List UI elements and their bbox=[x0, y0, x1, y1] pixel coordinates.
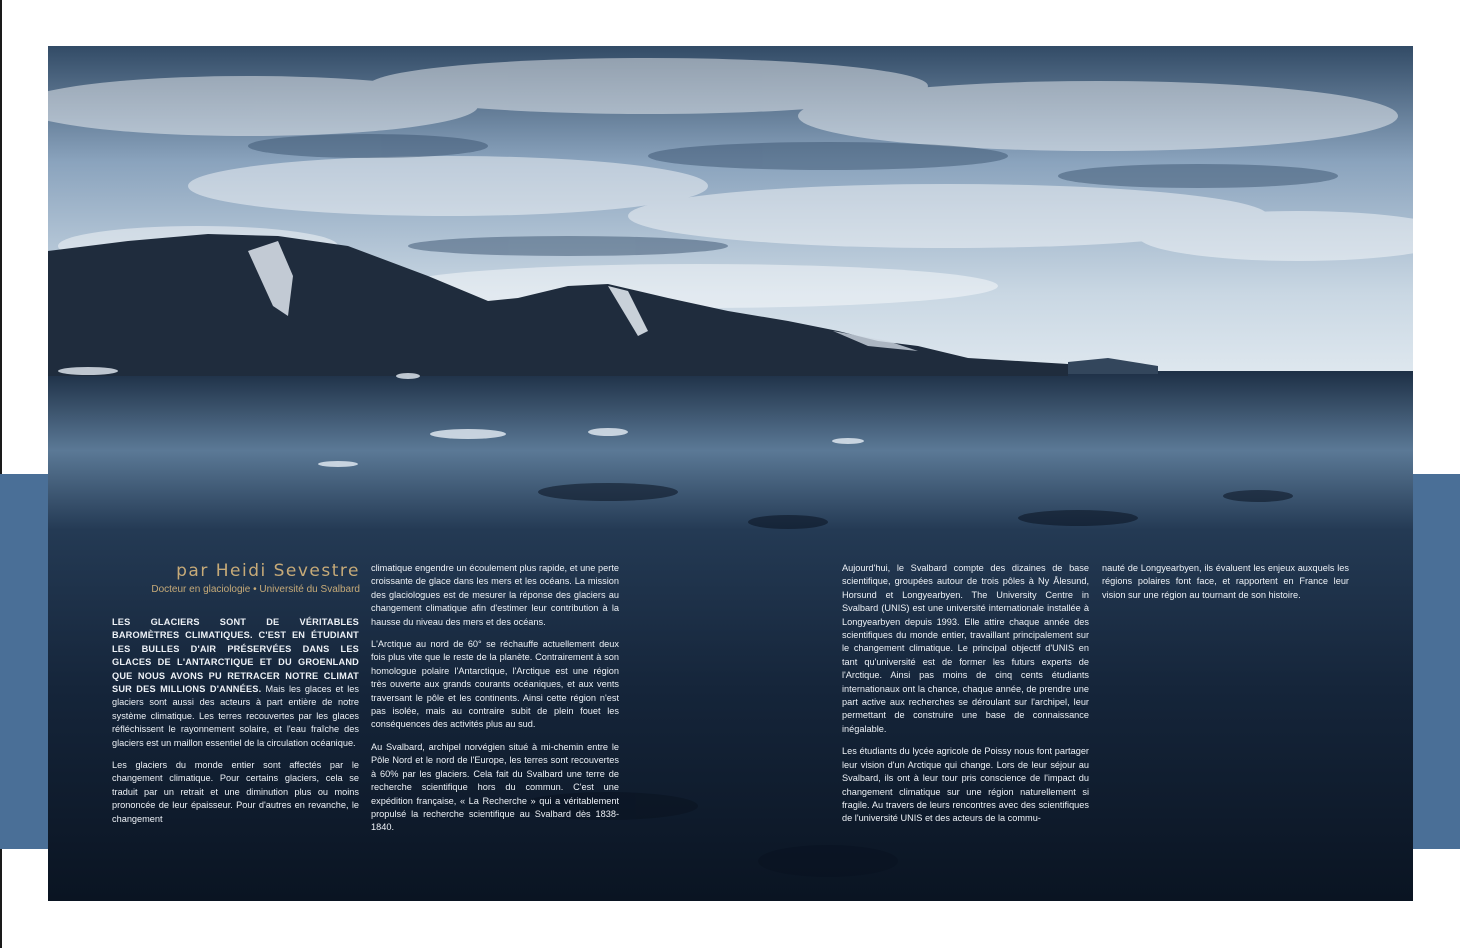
body-paragraph: Les glaciers du monde entier sont affectés par le changement climatique. Pour certains glaciers, cela se traduit par un retrait et une diminution plus ou moins prononcée de leur épaisseur. Pour d'autres en revanche, le changement bbox=[112, 760, 359, 824]
author-name: par Heidi Sevestre bbox=[176, 561, 360, 581]
article-column-3 bbox=[842, 562, 1089, 835]
body-paragraph: Au Svalbard, archipel norvégien situé à mi-chemin entre le Pôle Nord et le nord de l'Europe, les terres sont recouvertes à 60% par les glaciers. Cela fait du Svalbard une terre de recherche scientifique hors du commun. C'est une expédition française, « La Recherche » qui a véritablement propulsé la recherche scientifique au Svalbard dès 1838-1840. bbox=[371, 741, 619, 833]
lead-text: LES GLACIERS SONT DE VÉRITABLES BAROMÈTRES CLIMATIQUES. C'EST EN ÉTUDIANT LES BULLES D'AIR PRÉSERVÉES DANS LES GLACES DE L'ANTARCTIQUE ET DU GROENLAND QUE NOUS AVONS PU RETRACER NOTRE CLIMAT SUR DES MILLIONS D'ANNÉES. bbox=[112, 617, 359, 695]
author-role: Docteur en glaciologie • Université du Svalbard bbox=[151, 584, 360, 595]
intro-paragraph bbox=[112, 616, 359, 750]
body-paragraph: Aujourd'hui, le Svalbard compte des dizaines de base scientifique, groupées autour de trois pôles à Ny Ålesund, Horsund et Longyearbyen. The University Centre in Svalbard (UNIS) est une université internationale installée à Longyearbyen depuis 1993. Elle attire chaque année des scientifiques du monde entier, travaillant principalement sur le changement climatique. Le principal objectif d'UNIS en tant qu'université est de former les futurs experts de l'Arctique. Ainsi pas moins de cinq cents étudiants internationaux ont la chance, chaque année, de prendre une part active aux recherches se déroulant sur l'archipel, leur permettant de construire une base de connaissance inégalable. bbox=[842, 563, 1089, 734]
body-paragraph: nauté de Longyearbyen, ils évaluent les enjeux auxquels les régions polaires font face, et rapportent en France leur vision sur une région au tournant de son histoire. bbox=[1102, 563, 1349, 600]
body-paragraph: Les étudiants du lycée agricole de Poissy nous font partager leur vision d'un Arctique qui change. Lors de leur séjour au Svalbard, ils ont à leur tour pris conscience de l'impact du changement climatique sur une région naturellement si fragile. Au travers de leurs rencontres avec des scientifiques de l'université UNIS et des acteurs de la commu- bbox=[842, 746, 1089, 824]
intro-text: Mais les glaces et les glaciers sont aussi des acteurs à part entière de notre système climatique. Les terres recouvertes par les glaces réfléchissent le rayonnement solaire, et l'eau fraîche des glaciers est un maillon essentiel de la circulation océanique. bbox=[112, 684, 359, 748]
article-column-4 bbox=[1102, 562, 1349, 611]
article-column-2 bbox=[371, 562, 619, 844]
article-column-1 bbox=[112, 616, 359, 835]
body-paragraph: climatique engendre un écoulement plus rapide, et une perte croissante de glace dans les mers et les océans. La mission des glaciologues est de mesurer la réponse des glaciers au changement climatique afin d'estimer leur contribution à la hausse du niveau des mers et des océans. bbox=[371, 563, 619, 627]
body-paragraph: L'Arctique au nord de 60° se réchauffe actuellement deux fois plus vite que le reste de la planète. Contrairement à son homologue polaire l'Antarctique, l'Arctique est une région très ouverte aux grands courants océaniques, et aux vents traversant le pôle et les continents. Ainsi cette région n'est pas isolée, mais au contraire subit de plein fouet les conséquences des activités plus au sud. bbox=[371, 639, 619, 730]
